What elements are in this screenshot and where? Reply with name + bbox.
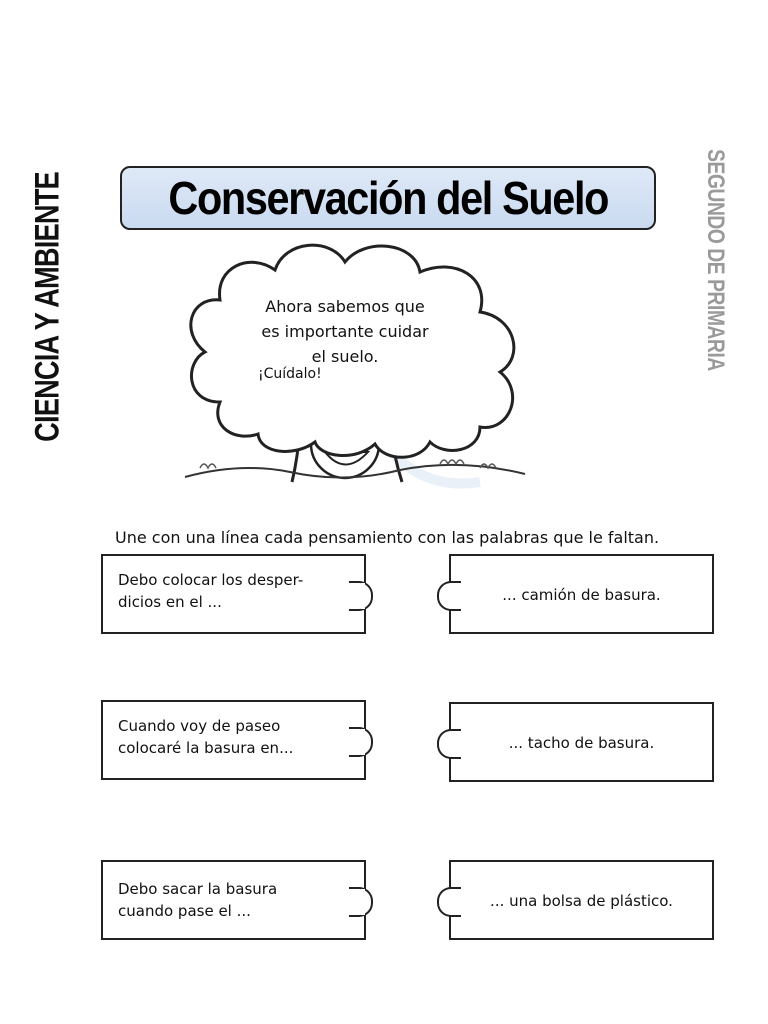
- speech-text: [250, 294, 440, 369]
- answer-box-2: [449, 702, 714, 782]
- phrase-3-line-2: cuando pase el ...: [118, 902, 251, 920]
- answer-box-1: [449, 554, 714, 634]
- grade-label: [697, 149, 733, 371]
- instruction-text: Une con una línea cada pensamiento con las palabras que le faltan.: [115, 528, 660, 547]
- phrase-3-line-1: Debo sacar la basura: [118, 880, 278, 898]
- speech-exclamation: ¡Cuídalo!: [258, 366, 322, 382]
- phrase-box-2: [101, 700, 366, 780]
- subject-label: [28, 160, 68, 454]
- phrase-1-line-2: dicios en el ...: [118, 593, 222, 611]
- answer-3-text: ... una bolsa de plástico.: [490, 892, 673, 910]
- speech-line-1: Ahora sabemos que: [265, 297, 425, 316]
- title-banner: [120, 166, 656, 230]
- speech-line-2: es importante cuidar: [261, 322, 429, 341]
- answer-box-3: [449, 860, 714, 940]
- phrase-box-1: [101, 554, 366, 634]
- subject-text: CIENCIA Y AMBIENTE: [28, 172, 67, 442]
- speech-line-3: el suelo.: [311, 347, 379, 366]
- grade-text: SEGUNDO DE PRIMARIA: [702, 149, 729, 371]
- answer-1-text: ... camión de basura.: [502, 586, 661, 604]
- page-title: Conservación del Suelo: [168, 172, 608, 224]
- answer-2-text: ... tacho de basura.: [508, 734, 655, 752]
- phrase-2-line-1: Cuando voy de paseo: [118, 717, 281, 735]
- phrase-box-3: [101, 860, 366, 940]
- phrase-2-line-2: colocaré la basura en...: [118, 739, 294, 757]
- phrase-1-line-1: Debo colocar los desper-: [118, 571, 304, 589]
